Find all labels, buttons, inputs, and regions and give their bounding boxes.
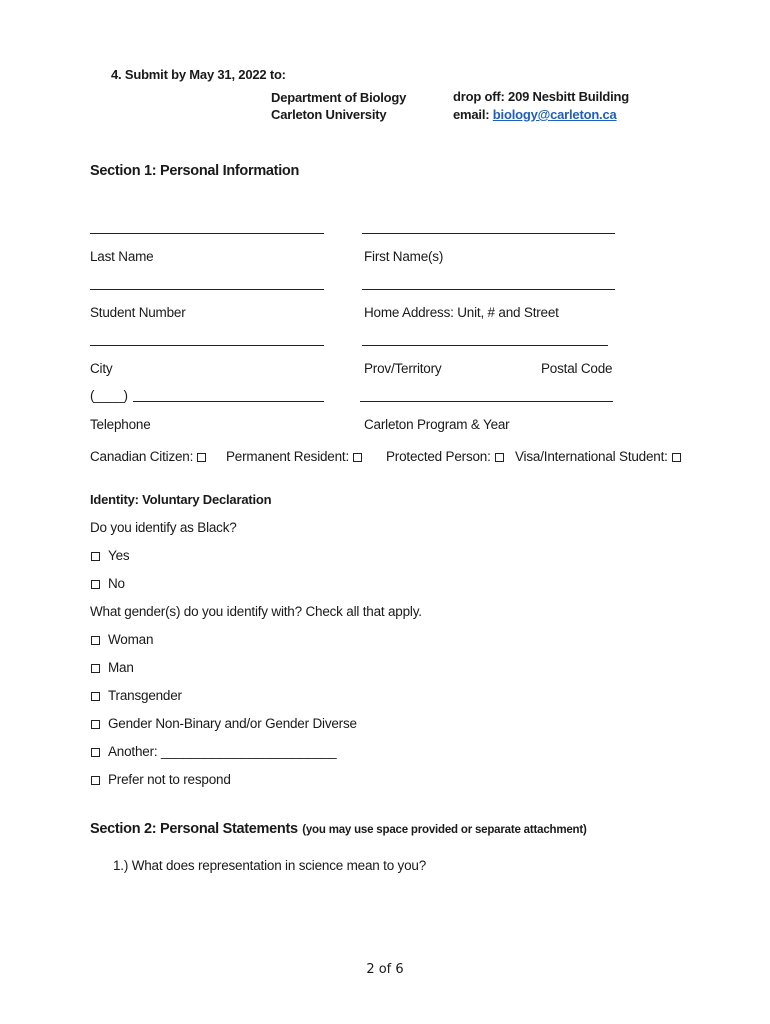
- prov-postal-line[interactable]: [362, 345, 608, 346]
- q2-option-transgender: [91, 688, 182, 703]
- telephone-line[interactable]: [133, 401, 324, 402]
- telephone-label: Telephone: [90, 417, 151, 432]
- protected-person-label: Protected Person:: [386, 449, 491, 464]
- q2-option-woman: [91, 632, 153, 647]
- q2-option-man: [91, 660, 134, 675]
- home-address-label: Home Address: Unit, # and Street: [364, 305, 559, 320]
- permanent-resident-option: [226, 449, 362, 464]
- identity-q2: What gender(s) do you identify with? Check all that apply.: [90, 604, 422, 619]
- q2-option-nonbinary: [91, 716, 357, 731]
- section2-title: Section 2: Personal Statements: [90, 821, 298, 837]
- home-address-line[interactable]: [362, 289, 615, 290]
- transgender-checkbox[interactable]: [91, 692, 100, 701]
- q2-option-prefer-not: [91, 772, 231, 787]
- student-number-label: Student Number: [90, 305, 186, 320]
- section2-heading: [90, 820, 587, 838]
- prefer-not-label: Prefer not to respond: [108, 772, 231, 787]
- prov-label: Prov/Territory: [364, 361, 442, 376]
- first-name-label: First Name(s): [364, 249, 444, 264]
- permanent-resident-checkbox[interactable]: [353, 453, 362, 462]
- q1-option-yes: [91, 548, 129, 563]
- email-line: [453, 107, 617, 122]
- email-link[interactable]: biology@carleton.ca: [492, 107, 617, 122]
- man-label: Man: [108, 660, 134, 675]
- last-name-line[interactable]: [90, 233, 324, 234]
- email-label: email:: [453, 107, 490, 122]
- identity-q1: Do you identify as Black?: [90, 520, 237, 535]
- section2-subtitle: (you may use space provided or separate attachment): [302, 824, 587, 836]
- program-label: Carleton Program & Year: [364, 417, 510, 432]
- protected-person-option: [386, 449, 504, 464]
- postal-label: Postal Code: [541, 361, 613, 376]
- department-line1: Department of Biology: [271, 90, 407, 105]
- section2-q1: 1.) What does representation in science mean to you?: [113, 858, 427, 873]
- permanent-resident-label: Permanent Resident:: [226, 449, 350, 464]
- nonbinary-label: Gender Non-Binary and/or Gender Diverse: [108, 716, 357, 731]
- identity-title: Identity: Voluntary Declaration: [90, 492, 272, 507]
- first-name-line[interactable]: [362, 233, 615, 234]
- protected-person-checkbox[interactable]: [495, 453, 504, 462]
- city-label: City: [90, 361, 113, 376]
- no-checkbox[interactable]: [91, 580, 100, 589]
- man-checkbox[interactable]: [91, 664, 100, 673]
- q2-option-another: [91, 744, 336, 759]
- visa-student-option: [515, 449, 681, 464]
- dropoff-value: 209 Nesbitt Building: [508, 89, 630, 104]
- submit-heading: 4. Submit by May 31, 2022 to:: [111, 67, 286, 82]
- prefer-not-checkbox[interactable]: [91, 776, 100, 785]
- q1-option-no: [91, 576, 125, 591]
- canadian-citizen-option: [90, 449, 206, 464]
- last-name-label: Last Name: [90, 249, 154, 264]
- nonbinary-checkbox[interactable]: [91, 720, 100, 729]
- city-line[interactable]: [90, 345, 324, 346]
- no-label: No: [108, 576, 125, 591]
- phone-prefix: (____): [90, 388, 128, 403]
- dropoff-line: [453, 89, 629, 104]
- program-line[interactable]: [360, 401, 613, 402]
- visa-student-label: Visa/International Student:: [515, 449, 668, 464]
- student-number-line[interactable]: [90, 289, 324, 290]
- department-line2: Carleton University: [271, 107, 387, 122]
- woman-label: Woman: [108, 632, 154, 647]
- transgender-label: Transgender: [108, 688, 182, 703]
- woman-checkbox[interactable]: [91, 636, 100, 645]
- section1-title: Section 1: Personal Information: [90, 163, 300, 179]
- canadian-citizen-label: Canadian Citizen:: [90, 449, 194, 464]
- page-number: 2 of 6: [366, 962, 404, 977]
- yes-label: Yes: [108, 548, 130, 563]
- another-checkbox[interactable]: [91, 748, 100, 757]
- yes-checkbox[interactable]: [91, 552, 100, 561]
- another-label[interactable]: Another: ________________________: [108, 744, 337, 759]
- visa-student-checkbox[interactable]: [672, 453, 681, 462]
- canadian-citizen-checkbox[interactable]: [197, 453, 206, 462]
- dropoff-label: drop off:: [453, 89, 505, 104]
